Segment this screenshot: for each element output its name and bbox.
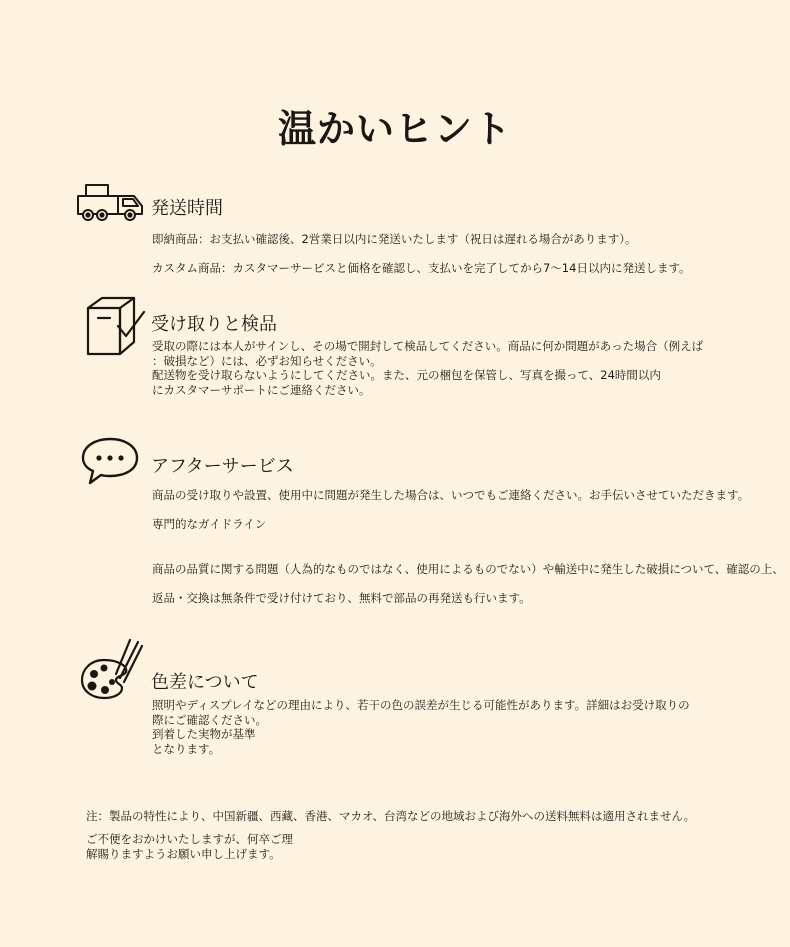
after-service-heading: アフターサービス <box>151 456 294 477</box>
receipt-heading: 受け取りと検品 <box>151 314 277 335</box>
after-service-contact-text: 商品の受け取りや設置、使用中に問題が発生した場合は、いつでもご連絡ください。お手伝いさせていただきます。 <box>152 488 750 502</box>
shipping-exclusion-note: 注：製品の特性により、中国新疆、西藏、香港、マカオ、台湾などの地域および海外への送料無料は適用されません。 <box>86 809 696 823</box>
chat-bubble-icon <box>80 436 140 486</box>
palette-icon <box>80 638 146 702</box>
page-title: 温かいヒント <box>277 107 512 151</box>
shipping-custom-text: カスタム商品：カスタマーサービスと価格を確認し、支払いを完了してから7〜14日以内に発送します。 <box>152 261 691 275</box>
apology-note: ご不便をおかけいたしますが、何卒ご理 解賜りますようお願い申し上げます。 <box>86 832 293 861</box>
color-heading: 色差について <box>151 672 259 693</box>
shipping-in-stock-text: 即納商品：お支払い確認後、2営業日以内に発送いたします（祝日は遅れる場合があります）。 <box>152 232 637 246</box>
after-service-quality-text: 商品の品質に関する問題（人為的なものではなく、使用によるものでない）や輸送中に発生した破損について、確認の上、 <box>152 562 784 576</box>
after-service-guideline-text: 専門的なガイドライン <box>152 517 267 531</box>
receipt-instructions-text: 受取の際には本人がサインし、その場で開封して検品してください。商品に何か問題があった場合（例えば ：破損など）には、必ずお知らせください。 配送物を受け取らないようにしてください。また、元の梱包を保管し、写真を撮って、24時間以内 にカスタマーサポートにご連絡ください。 <box>152 339 704 397</box>
after-service-return-text: 返品・交換は無条件で受け付けており、無料で部品の再発送も行います。 <box>152 591 531 605</box>
color-difference-text: 照明やディスプレイなどの理由により、若干の色の誤差が生じる可能性があります。詳細はお受け取りの 際にご確認ください。 到着した実物が基準 となります。 <box>152 698 690 756</box>
truck-icon <box>76 182 146 222</box>
shipping-heading: 発送時間 <box>151 198 223 219</box>
box-icon <box>82 296 146 360</box>
